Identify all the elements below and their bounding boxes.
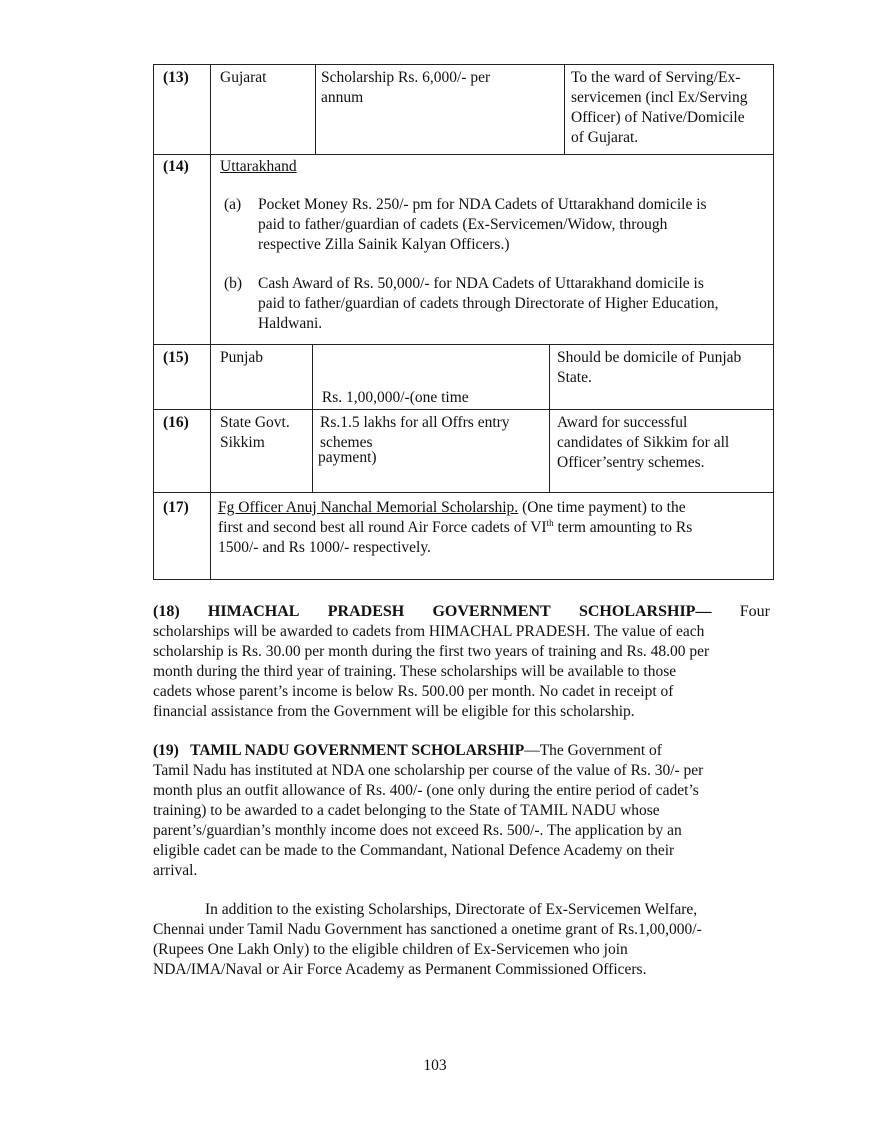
paragraph-line: month during the third year of training. These scholarships will be available to those: [153, 663, 677, 680]
heading-word: Four: [739, 603, 770, 620]
table-row-divider: [153, 492, 774, 493]
item-line: Cash Award of Rs. 50,000/- for NDA Cadets of Uttarakhand domicile is: [258, 275, 704, 292]
paragraph-18: [153, 602, 770, 722]
item-line: Pocket Money Rs. 250/- pm for NDA Cadets of Uttarakhand domicile is: [258, 196, 707, 213]
paragraph-line: financial assistance from the Government will be eligible for this scholarship.: [153, 703, 635, 720]
row-13-remarks-line: servicemen (incl Ex/Serving: [571, 89, 748, 106]
row-16-benefit-line: Rs.1.5 lakhs for all Offrs entry: [320, 414, 510, 431]
paragraph-line: scholarships will be awarded to cadets from HIMACHAL PRADESH. The value of each: [153, 623, 705, 640]
heading-word: PRADESH: [327, 603, 405, 620]
paragraph-19: [153, 741, 770, 881]
row-15-benefit-line: payment): [318, 449, 377, 466]
heading-word: HIMACHAL: [207, 603, 300, 620]
row-13-remarks-line: of Gujarat.: [571, 129, 639, 146]
table-col-divider: [549, 344, 550, 492]
row-14-number: (14): [163, 158, 189, 175]
heading-word: (18): [153, 603, 180, 620]
row-16-state: [220, 413, 290, 453]
row-16-number: (16): [163, 414, 189, 431]
item-line: paid to father/guardian of cadets through Directorate of Higher Education,: [258, 295, 719, 312]
paragraph-18-heading-line: [153, 602, 770, 622]
paragraph-line: cadets whose parent’s income is below Rs. 500.00 per month. No cadet in receipt of: [153, 683, 674, 700]
row-13-benefit-line: annum: [321, 89, 364, 106]
row-17-text-part: (One time payment) to the: [518, 499, 686, 516]
row-13-state: Gujarat: [220, 69, 267, 86]
row-16-state-line: Sikkim: [220, 434, 265, 451]
paragraph-additional-grant: [153, 900, 770, 980]
heading-word: SCHOLARSHIP—: [578, 603, 712, 620]
row-13-benefit-line: Scholarship Rs. 6,000/- per: [321, 69, 491, 86]
paragraph-line: NDA/IMA/Naval or Air Force Academy as Permanent Commissioned Officers.: [153, 961, 647, 978]
paragraph-line: arrival.: [153, 862, 198, 879]
table-col-divider: [210, 64, 211, 580]
table-row-divider: [153, 64, 774, 65]
row-13-remarks-line: To the ward of Serving/Ex-: [571, 69, 741, 86]
row-16-remarks-line: candidates of Sikkim for all: [557, 434, 730, 451]
table-row-divider: [153, 154, 774, 155]
row-17-line: [218, 518, 770, 538]
table-row-divider: [153, 579, 774, 580]
table-col-divider: [312, 344, 313, 492]
paragraph-line: scholarship is Rs. 30.00 per month during the first two years of training and Rs. 48.00 per: [153, 643, 710, 660]
row-17-text-part: term amounting to Rs: [553, 519, 693, 536]
paragraph-line: parent’s/guardian’s monthly income does not exceed Rs. 500/-. The application by an: [153, 822, 682, 839]
item-line: respective Zilla Sainik Kalyan Officers.): [258, 236, 510, 253]
paragraph-line: month plus an outfit allowance of Rs. 400/- (one only during the entire period of cadet’s: [153, 782, 699, 799]
row-15-number: (15): [163, 349, 189, 366]
row-16-remarks-line: Officer’sentry schemes.: [557, 454, 705, 471]
row-17-text: [218, 498, 770, 558]
row-15-remarks: [557, 348, 741, 388]
row-15-state: Punjab: [220, 349, 264, 366]
row-16-state-line: State Govt.: [220, 414, 290, 431]
paragraph-19-heading: (19) TAMIL NADU GOVERNMENT SCHOLARSHIP: [153, 742, 525, 759]
row-17-text-part: first and second best all round Air Force cadets of VI: [218, 519, 547, 536]
row-13-remarks: [571, 68, 747, 148]
row-16-benefit-line: schemes: [320, 434, 373, 451]
table-col-divider: [564, 64, 565, 154]
heading-word: GOVERNMENT: [432, 603, 551, 620]
table-border-left: [153, 64, 154, 580]
paragraph-19-heading-line: [153, 741, 770, 761]
table-col-divider: [315, 64, 316, 154]
paragraph-19-heading-rest: —The Government of: [524, 742, 662, 759]
item-text: [258, 195, 707, 255]
table-row-divider: [153, 344, 774, 345]
superscript: th: [546, 517, 554, 528]
paragraph-line: In addition to the existing Scholarships, Directorate of Ex-Servicemen Welfare,: [205, 901, 698, 918]
row-13-remarks-line: Officer) of Native/Domicile: [571, 109, 745, 126]
row-13-number: (13): [163, 69, 189, 86]
row-16-remarks-line: Award for successful: [557, 414, 688, 431]
item-label: (b): [224, 275, 243, 292]
row-16-benefit: [320, 413, 510, 453]
row-15-remarks-line: Should be domicile of Punjab: [557, 349, 742, 366]
paragraph-line: eligible cadet can be made to the Commandant, National Defence Academy on their: [153, 842, 675, 859]
table-border-right: [773, 64, 774, 580]
row-17-number: (17): [163, 499, 189, 516]
row-17-title: Fg Officer Anuj Nanchal Memorial Scholarship.: [218, 499, 519, 516]
paragraph-line: Chennai under Tamil Nadu Government has sanctioned a onetime grant of Rs.1,00,000/-: [153, 921, 702, 938]
paragraph-line: Tamil Nadu has instituted at NDA one scholarship per course of the value of Rs. 30/- per: [153, 762, 704, 779]
row-15-benefit-line: Rs. 1,00,000/-(one time: [318, 389, 469, 406]
paragraph-line: training) to be awarded to a cadet belonging to the State of TAMIL NADU whose: [153, 802, 660, 819]
item-label: (a): [224, 196, 242, 213]
page-number: 103: [423, 1057, 447, 1074]
item-line: Haldwani.: [258, 315, 323, 332]
row-17-line: 1500/- and Rs 1000/- respectively.: [218, 539, 431, 556]
row-14-state: Uttarakhand: [220, 158, 297, 175]
item-line: paid to father/guardian of cadets (Ex-Servicemen/Widow, through: [258, 216, 668, 233]
row-17-line: [218, 498, 770, 518]
row-15-remarks-line: State.: [557, 369, 592, 386]
paragraph-line: (Rupees One Lakh Only) to the eligible children of Ex-Servicemen who join: [153, 941, 628, 958]
row-13-benefit: [321, 68, 490, 108]
row-16-remarks: [557, 413, 729, 473]
item-text: [258, 274, 719, 334]
